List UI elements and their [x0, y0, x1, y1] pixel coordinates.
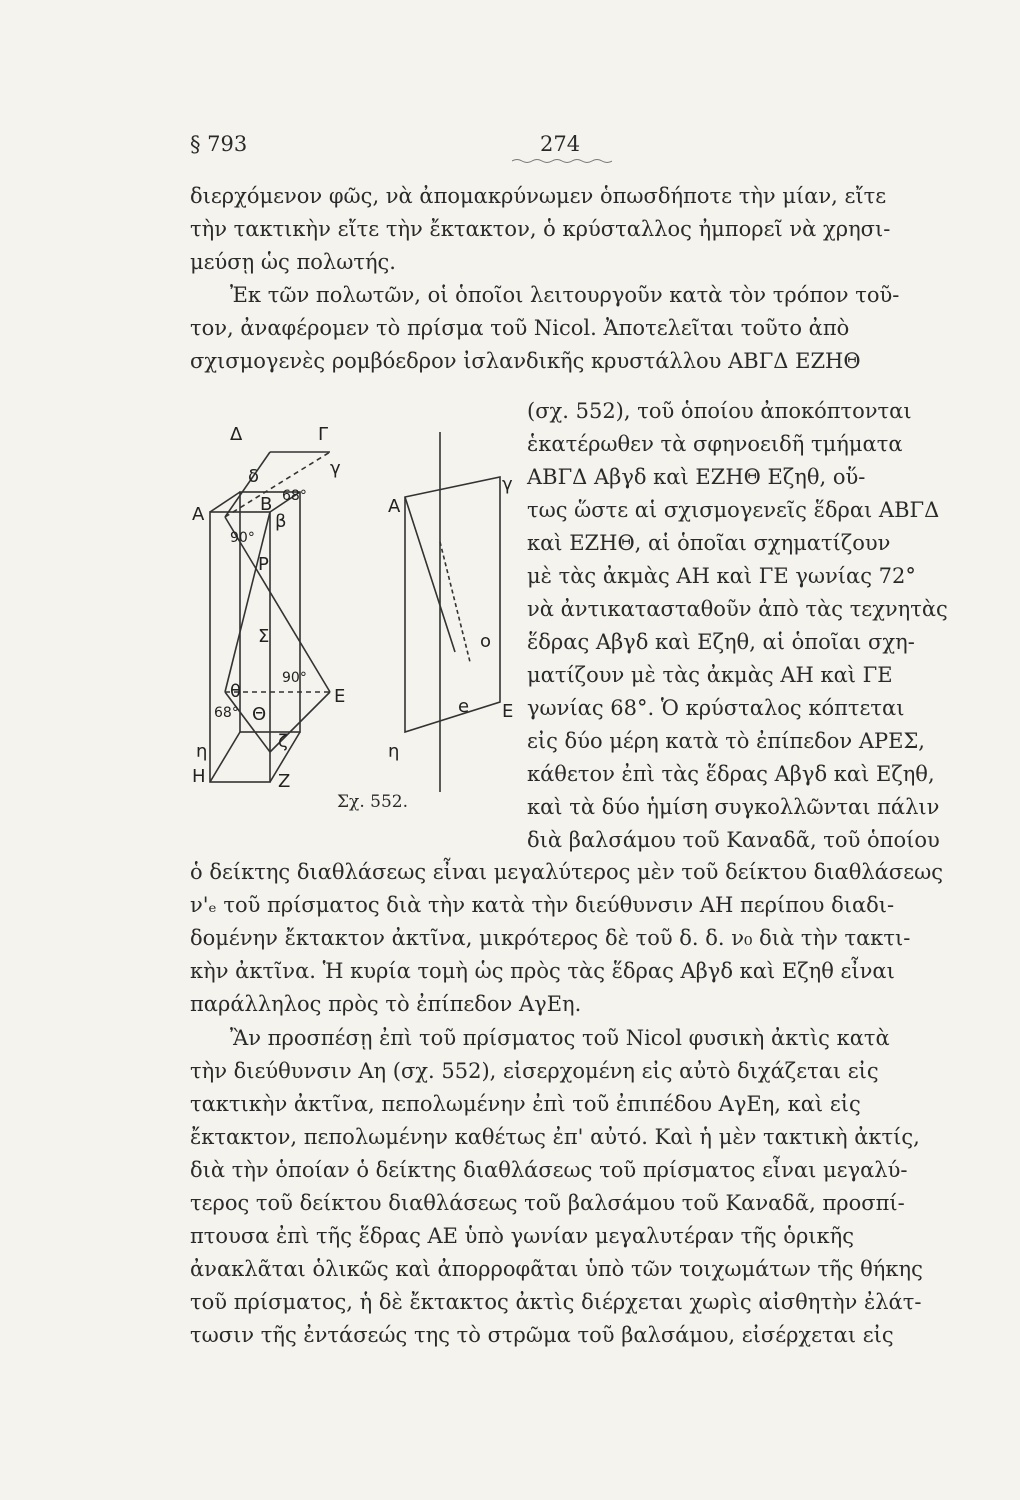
- figure-label: 68°: [214, 705, 239, 721]
- figure-552-nicol-prism: [190, 412, 520, 822]
- text-line: Ἂν προσπέσῃ ἐπὶ τοῦ πρίσματος τοῦ Nicol φυσικὴ ἀκτὶς κατὰ: [230, 1026, 890, 1050]
- figure-caption: Σχ. 552.: [337, 792, 408, 812]
- figure-label: Α: [388, 496, 401, 517]
- figure-label: Α: [192, 504, 205, 525]
- middle-paragraph: [190, 856, 960, 1021]
- figure-label: 68°: [282, 488, 307, 504]
- text-line: καὶ ΕΖΗΘ, αἱ ὁποῖαι σχηματίζουν: [527, 531, 891, 555]
- text-line: τον, ἀναφέρομεν τὸ πρίσμα τοῦ Nicol. Ἀποτελεῖται τοῦτο ἀπὸ: [190, 316, 850, 340]
- text-line: μεύσῃ ὡς πολωτής.: [190, 250, 396, 274]
- figure-label: δ: [248, 466, 260, 487]
- text-line: ὁ δείκτης διαθλάσεως εἶναι μεγαλύτερος μὲν τοῦ δείκτου διαθλάσεως: [190, 860, 943, 884]
- text-line: τοῦ πρίσματος, ἡ δὲ ἔκτακτος ἀκτὶς διέρχεται χωρὶς αἰσθητὴν ἐλάτ-: [190, 1290, 922, 1314]
- text-line: διὰ βαλσάμου τοῦ Καναδᾶ, τοῦ ὁποίου: [527, 828, 940, 852]
- text-line: μὲ τὰς ἀκμὰς ΑΗ καὶ ΓΕ γωνίας 72°: [527, 564, 916, 588]
- figure-label: Δ: [230, 424, 243, 445]
- prism-side-view: [405, 432, 500, 792]
- text-line: τακτικὴν ἀκτῖνα, πεπολωμένην ἐπὶ τοῦ ἐπιπέδου ΑγΕη, καὶ εἰς: [190, 1092, 861, 1116]
- figure-label: η: [196, 741, 208, 762]
- top-paragraph: [190, 180, 960, 378]
- text-line: εἰς δύο μέρη κατὰ τὸ ἐπίπεδον ΑΡΕΣ,: [527, 729, 925, 753]
- text-line: τως ὥστε αἱ σχισμογενεῖς ἕδραι ΑΒΓΔ: [527, 498, 940, 522]
- text-line: τὴν τακτικὴν εἴτε τὴν ἔκτακτον, ὁ κρύσταλλος ἠμπορεῖ νὰ χρησι-: [190, 217, 891, 241]
- text-line: ΑΒΓΔ Αβγδ καὶ ΕΖΗΘ Εζηθ, οὕ-: [527, 465, 866, 489]
- text-line: ἑκατέρωθεν τὰ σφηνοειδῆ τμήματα: [527, 432, 903, 456]
- text-line: νὰ ἀντικατασταθοῦν ἀπὸ τὰς τεχνητὰς: [527, 597, 948, 621]
- text-line: δομένην ἔκτακτον ἀκτῖνα, μικρότερος δὲ τοῦ δ. δ. ν₀ διὰ τὴν τακτι-: [190, 926, 911, 950]
- text-line: γωνίας 68°. Ὁ κρύσταλος κόπτεται: [527, 696, 905, 720]
- figure-label: 90°: [230, 530, 255, 546]
- text-line: πτουσα ἐπὶ τῆς ἕδρας ΑΕ ὑπὸ γωνίαν μεγαλυτέραν τῆς ὁρικῆς: [190, 1224, 854, 1248]
- figure-label: Σ: [258, 626, 270, 647]
- text-line: Ἐκ τῶν πολωτῶν, οἱ ὁποῖοι λειτουργοῦν κατὰ τὸν τρόπον τοῦ-: [230, 283, 900, 307]
- figure-label: η: [388, 741, 400, 762]
- right-column-text: [527, 395, 962, 857]
- figure-label: γ: [330, 458, 341, 479]
- text-line: σχισμογενὲς ρομβόεδρον ἰσλανδικῆς κρυστάλλου ΑΒΓΔ ΕΖΗΘ: [190, 349, 861, 373]
- figure-label: 90°: [282, 670, 307, 686]
- figure-label: Ε: [502, 701, 514, 722]
- text-line: διὰ τὴν ὁποίαν ὁ δείκτης διαθλάσεως τοῦ πρίσματος εἶναι μεγαλύ-: [190, 1158, 908, 1182]
- page-number: 274: [540, 132, 581, 156]
- text-line: (σχ. 552), τοῦ ὁποίου ἀποκόπτονται: [527, 399, 912, 423]
- figure-label: Β: [260, 494, 273, 515]
- text-line: ματίζουν μὲ τὰς ἀκμὰς ΑΗ καὶ ΓΕ: [527, 663, 893, 687]
- text-line: καὶ τὰ δύο ἡμίση συγκολλῶνται πάλιν: [527, 795, 940, 819]
- text-line: κὴν ἀκτῖνα. Ἡ κυρία τομὴ ὡς πρὸς τὰς ἕδρας Αβγδ καὶ Εζηθ εἶναι: [190, 959, 895, 983]
- text-line: ν'ₑ τοῦ πρίσματος διὰ τὴν κατὰ τὴν διεύθυνσιν ΑΗ περίπου διαδι-: [190, 893, 895, 917]
- figure-label: Γ: [318, 424, 329, 445]
- text-line: τερος τοῦ δείκτου διαθλάσεως τοῦ βαλσάμου τοῦ Καναδᾶ, προσπί-: [190, 1191, 905, 1215]
- text-line: διερχόμενον φῶς, νὰ ἀπομακρύνωμεν ὁπωσδήποτε τὴν μίαν, εἴτε: [190, 184, 887, 208]
- text-line: τὴν διεύθυνσιν Αη (σχ. 552), εἰσερχομένη εἰς αὐτὸ διχάζεται εἰς: [190, 1059, 879, 1083]
- figure-label: ζ: [278, 731, 288, 752]
- figure-label: Η: [192, 766, 206, 787]
- page-number-ornament: [512, 158, 612, 164]
- text-line: ἀνακλᾶται ὁλικῶς καὶ ἀπορροφᾶται ὑπὸ τῶν τοιχωμάτων τῆς θήκης: [190, 1257, 923, 1281]
- figure-label: Θ: [252, 704, 267, 725]
- figure-label: β: [275, 511, 287, 532]
- text-line: κάθετον ἐπὶ τὰς ἕδρας Αβγδ καὶ Εζηθ,: [527, 762, 935, 786]
- text-line: παράλληλος πρὸς τὸ ἐπίπεδον ΑγΕη.: [190, 992, 582, 1016]
- text-line: ἕδρας Αβγδ καὶ Εζηθ, αἱ ὁποῖαι σχη-: [527, 630, 915, 654]
- figure-label: γ: [502, 474, 513, 495]
- figure-label: Ρ: [258, 554, 269, 575]
- figure-label: Ε: [334, 686, 346, 707]
- text-line: τωσιν τῆς ἐντάσεώς της τὸ στρῶμα τοῦ βαλσάμου, εἰσέρχεται εἰς: [190, 1323, 894, 1347]
- figure-label: θ: [230, 681, 242, 702]
- figure-label: e: [458, 696, 470, 717]
- figure-label: ο: [480, 631, 492, 652]
- section-number: § 793: [190, 132, 248, 156]
- final-paragraph: [190, 1022, 960, 1352]
- text-line: ἔκτακτον, πεπολωμένην καθέτως ἐπ' αὐτό. Καὶ ἡ μὲν τακτικὴ ἀκτίς,: [190, 1125, 920, 1149]
- figure-label: Ζ: [278, 771, 291, 792]
